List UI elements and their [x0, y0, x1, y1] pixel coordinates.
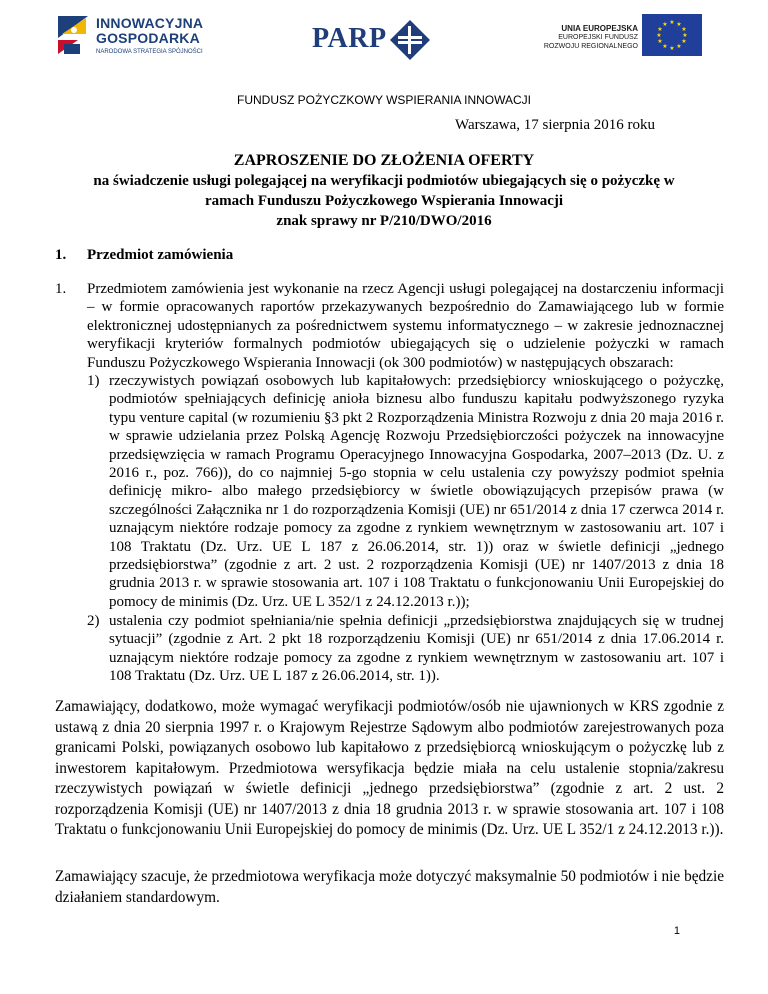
svg-text:★: ★ [662, 21, 668, 28]
sub-item-number: 1) [87, 373, 100, 389]
section-title: Przedmiot zamówienia [87, 247, 234, 263]
svg-text:★: ★ [681, 26, 687, 33]
svg-text:★: ★ [657, 38, 663, 45]
sub-item-text: rzeczywistych powiązań osobowych lub kapitałowych: przedsiębiorcy wnioskującego o pożyczkę, podmiotów spełniających definicję anioła biznesu albo funduszu kapitału podwyższonego ryzyka typu venture capital (w rozumieniu §3 pkt 2 Rozporządzenia Ministra Rozwoju z dnia 20 maja 2016 r. w sprawie udzielania przez Polską Agencję Rozwoju Przedsiębiorczości pożyczek na innowacyjne przedsięwzięcia w ramach Programu Operacyjnego Innowacyjna Gospodarka, 2007–2013 (Dz. U. z 2016 r., poz. 766)), do co najmniej 5-go stopnia w celu ustalenia czy powyższy podmiot spełnia definicję mikro- albo małego przedsiębiorcy w świetle obowiązujących przepisów prawa (w szczególności Załącznika nr 1 do rozporządzenia Komisji (UE) nr 651/2014 z dnia 17 czerwca 2014 r. uznającym niektóre rodzaje pomocy za zgodne z rynkiem wewnętrznym w zastosowaniu art. 107 i 108 Traktatu (Dz. Urz. UE L 187 z 26.06.2014, str. 1)) oraz w świetle definicji „jednego przedsiębiorstwa” (zgodnie z art. 2 ust. 2 rozporządzenia Komisji (UE) nr 1407/2013 z dnia 18 grudnia 2013 r. w sprawie stosowania art. 107 i 108 Traktatu o funkcjonowaniu Unii Europejskiej do pomocy de minimis (Dz. Urz. UE L 352/1 z 24.12.2013 r.)); [109, 373, 724, 610]
innowacyjna-gospodarka-logo [58, 14, 204, 66]
sub-item [87, 372, 724, 611]
ig-name [96, 16, 203, 46]
ig-tagline: NARODOWA STRATEGIA SPÓJNOŚCI [96, 49, 203, 55]
paragraph: Zamawiający, dodatkowo, może wymagać weryfikacji podmiotów/osób nie ujawnionych w KRS zgodnie z ustawą z dnia 20 sierpnia 1997 r. o Krajowym Rejestrze Sądowym albo podmiotów zarejestrowanych poza granicami Polski, powiązanych osobowo lub kapitałowo z przedsiębiorcą wnioskującym o pożyczkę lub z inwestorem kapitałowym. Przedmiotowa wersyfikacja będzie miała na celu ustalenie stopnia/zakresu rzeczywistych powiązań w świetle definicji „jednego przedsiębiorstwa” (zgodnie z art. 2 ust. 2 rozporządzenia Komisji (UE) nr 1407/2013 z dnia 18 grudnia 2013 r. w sprawie stosowania art. 107 i 108 Traktatu o funkcjonowaniu Unii Europejskiej do pomocy de minimis (Dz. Urz. UE L 352/1 z 24.12.2013 r.)). [55, 698, 724, 838]
svg-text:★: ★ [669, 45, 675, 52]
title-line3: ramach Funduszu Pożyczkowego Wspierania Innowacji [204, 193, 564, 209]
svg-text:★: ★ [657, 26, 663, 33]
title-main: ZAPROSZENIE DO ZŁOŻENIA OFERTY [233, 152, 535, 169]
paragraph: Zamawiający szacuje, że przedmiotowa weryfikacja może dotyczyć maksymalnie 50 podmiotów i nie będzie działaniem standardowym. [55, 868, 724, 906]
list-item-text: Przedmiotem zamówienia jest wykonanie na rzecz Agencji usługi polegającej na dostarczeniu informacji – w formie opracowanych raportów przekazywanych bezpośrednio do Zamawiającego lub w formie elektronicznej udostępnianych za pośrednictwem systemu informatycznego – w zakresie jednoznacznej weryfikacji kryteriów formalnych podmiotów ubiegających się o udzielenie pożyczki w ramach Funduszu Pożyczkowego Wspierania Innowacji (ok 300 podmiotów) w następujących obszarach: [87, 281, 724, 371]
parp-emblem-icon [390, 20, 430, 60]
svg-text:★: ★ [676, 43, 682, 50]
sub-item-text: ustalenia czy podmiot spełniania/nie spełnia definicji „przedsiębiorstwa znajdujących się w trudnej sytuacji” (zgodnie z Art. 2 pkt 18 rozporządzeniu Komisji (UE) nr 651/2014 z dnia 17.06.2014 r. uznającym niektóre rodzaje pomocy za zgodne z rynkiem wewnętrznym w zastosowaniu art. 107 i 108 Traktatu (Dz. Urz. UE L 187 z 26.06.2014, str. 1)). [109, 613, 724, 685]
page-number: 1 [673, 925, 680, 937]
fund-name-header: FUNDUSZ POŻYCZKOWY WSPIERANIA INNOWACJI [236, 93, 532, 107]
document-title [40, 151, 728, 231]
svg-text:★: ★ [656, 32, 662, 39]
eu-line2: EUROPEJSKI FUNDUSZ [558, 34, 638, 41]
eu-flag-icon [642, 14, 702, 56]
list-item [55, 280, 724, 372]
section-number: 1. [55, 247, 67, 263]
ig-line2: GOSPODARKA [96, 30, 200, 46]
title-line2: na świadczenie usługi polegającej na weryfikacji podmiotów ubiegających się o pożyczkę w [93, 173, 675, 189]
eu-line3: ROZWOJU REGIONALNEGO [543, 43, 638, 50]
svg-text:★: ★ [681, 38, 687, 45]
svg-text:★: ★ [669, 19, 675, 26]
parp-logo [312, 20, 444, 62]
list-item-number: 1. [55, 281, 67, 297]
eu-logo [530, 14, 702, 70]
ig-emblem-icon [58, 14, 92, 54]
eu-line1: UNIA EUROPEJSKA [561, 24, 638, 33]
eu-text [544, 24, 638, 51]
svg-text:★: ★ [682, 32, 688, 39]
document-date: Warszawa, 17 sierpnia 2016 roku [455, 117, 655, 133]
ig-line1: INNOWACYJNA [96, 15, 204, 31]
parp-wordmark: PARP [312, 23, 387, 54]
case-number: znak sprawy nr P/210/DWO/2016 [276, 213, 492, 229]
logo-bar [0, 0, 768, 80]
svg-text:★: ★ [676, 21, 682, 28]
sub-item [87, 612, 724, 686]
sub-item-number: 2) [87, 613, 100, 629]
svg-text:★: ★ [662, 43, 668, 50]
section-heading [55, 247, 234, 264]
